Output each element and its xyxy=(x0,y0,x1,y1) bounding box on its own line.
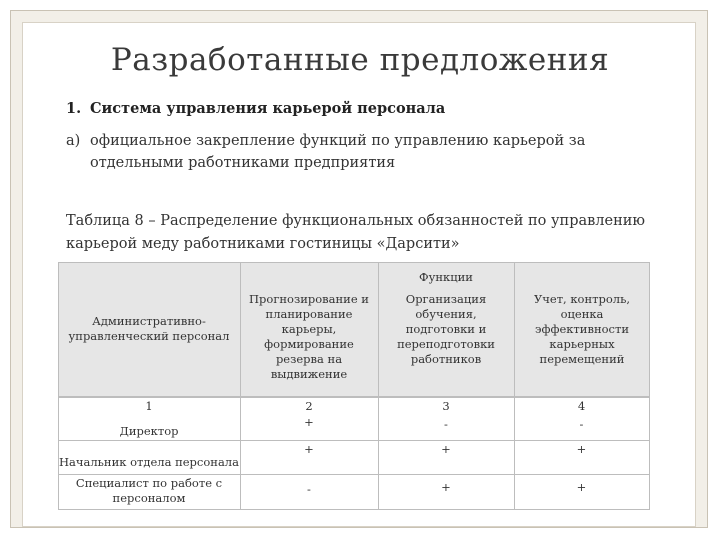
column-header: Учет, контроль, оценка эффективности карьерных перемещений xyxy=(533,292,631,366)
grid-line xyxy=(378,262,379,510)
table-cell: + xyxy=(576,480,587,494)
table-cell: - xyxy=(307,482,311,496)
grid-line xyxy=(58,262,650,263)
table-cell: - xyxy=(444,417,448,431)
subitem-text: официальное закрепление функций по управлению карьерой за отдельными работниками предприятия xyxy=(90,133,586,171)
grid-line xyxy=(514,262,515,510)
grid-line xyxy=(58,397,650,398)
table-cell: - xyxy=(579,417,584,431)
column-number: 1 xyxy=(145,399,153,413)
table-caption: Таблица 8 – Распределение функциональных обязанностей по управлению карьерой меду работниками гостиницы «Дарсити» xyxy=(66,213,646,252)
functions-table xyxy=(58,262,650,510)
table-cell: + xyxy=(304,442,314,456)
column-header: Организация обучения, подготовки и переподготовки работников xyxy=(397,292,495,366)
table-cell: + xyxy=(441,480,451,494)
row-name: Начальник отдела персонала xyxy=(59,455,239,469)
column-number: 2 xyxy=(305,399,313,413)
group-header-cell: Функции xyxy=(419,270,473,284)
subitem-marker: а) xyxy=(66,133,81,149)
grid-line xyxy=(58,474,650,475)
subitem xyxy=(66,130,626,174)
row-header-cell: Административно-управленческий персонал xyxy=(68,314,230,343)
row-name: Директор xyxy=(119,424,179,438)
table-cell: + xyxy=(441,442,451,456)
slide-title: Разработанные предложения xyxy=(110,42,610,78)
grid-line xyxy=(58,262,59,510)
grid-line xyxy=(649,262,650,510)
grid-line xyxy=(58,440,650,441)
section-label: Система управления карьерой персонала xyxy=(90,100,446,117)
table-cell: + xyxy=(576,442,587,456)
grid-line xyxy=(240,262,241,510)
row-name: Специалист по работе с персоналом xyxy=(75,476,223,505)
column-number: 4 xyxy=(577,399,586,413)
section-number: 1. xyxy=(66,100,82,117)
table-cell: + xyxy=(304,415,314,429)
grid-line xyxy=(58,509,650,510)
section-heading xyxy=(66,100,445,117)
column-header: Прогнозирование и планирование карьеры, формирование резерва на выдвижение xyxy=(249,292,369,381)
column-number: 3 xyxy=(442,399,450,413)
